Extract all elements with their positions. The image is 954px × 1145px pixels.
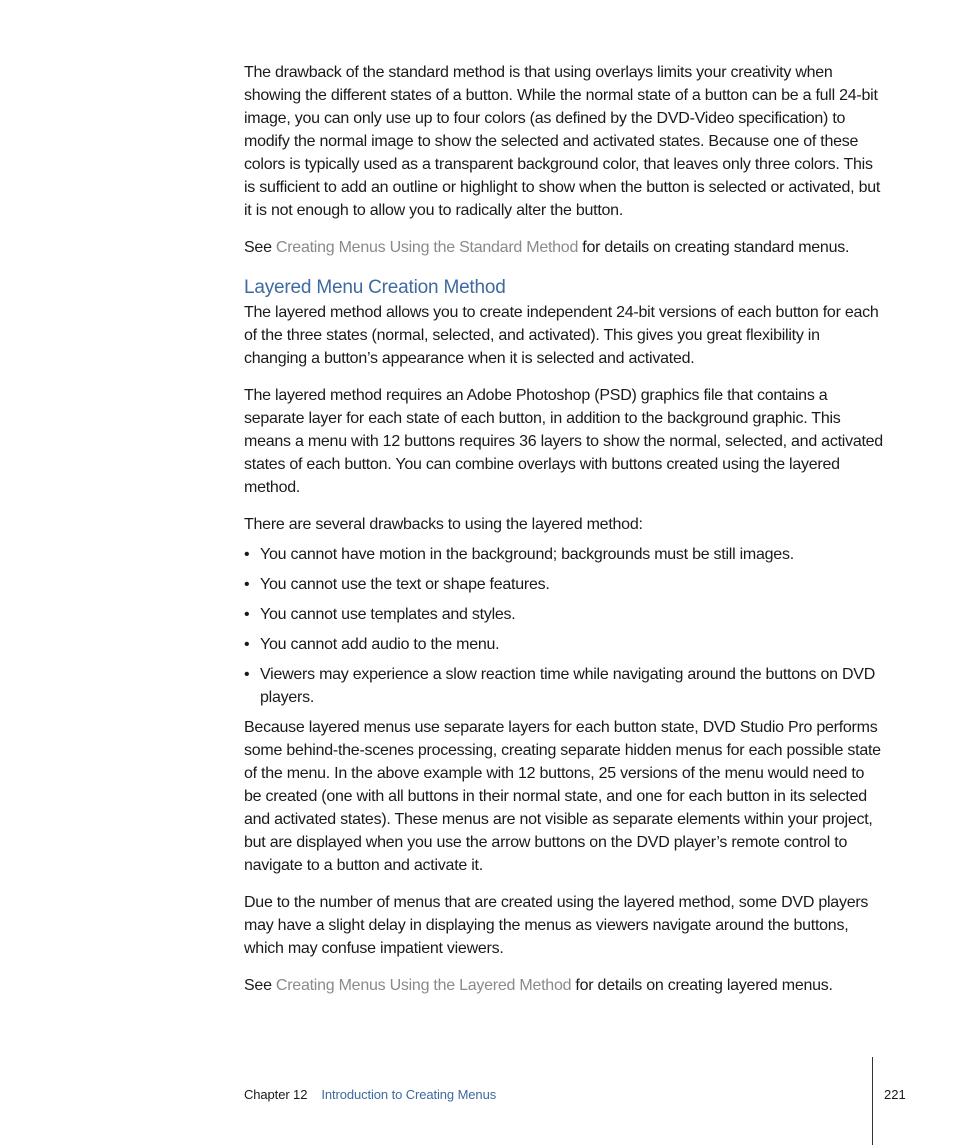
paragraph-layered-intro: The layered method allows you to create independent 24-bit versions of each button for each of the three states (normal, selected, and activated). This gives you great flexibility in changing a button’s appearance when it is selected and activated. bbox=[244, 304, 879, 367]
list-item-text: Viewers may experience a slow reaction time while navigating around the buttons on DVD players. bbox=[260, 666, 875, 706]
list-item bbox=[244, 573, 884, 596]
paragraph-layered-psd: The layered method requires an Adobe Photoshop (PSD) graphics file that contains a separate layer for each state of each button, in addition to the background graphic. This means a menu with 12 buttons requires 36 layers to show the normal, selected, and activated states of each button. You can combine overlays with buttons created using the layered method. bbox=[244, 387, 883, 496]
see-prefix: See bbox=[244, 239, 276, 256]
bullet-icon: • bbox=[244, 606, 250, 623]
bullet-icon: • bbox=[244, 546, 250, 563]
page-footer bbox=[244, 1086, 496, 1104]
see-standard-sentence bbox=[244, 236, 884, 259]
paragraph-hidden-menus: Because layered menus use separate layers for each button state, DVD Studio Pro performs some behind-the-scenes processing, creating separate hidden menus for each possible state of the menu. In the above example with 12 buttons, 25 versions of the menu would need to be created (one with all buttons in their normal state, and one for each button in its selected and activated states). These menus are not visible as separate elements within your project, but are displayed when you use the arrow buttons on the DVD player’s remote control to navigate to a button and activate it. bbox=[244, 719, 881, 874]
layered-method-link[interactable]: Creating Menus Using the Layered Method bbox=[275, 977, 572, 994]
see-suffix: for details on creating layered menus. bbox=[571, 977, 833, 994]
list-item-text: You cannot use templates and styles. bbox=[260, 606, 516, 623]
see-prefix: See bbox=[244, 977, 276, 994]
list-item bbox=[244, 603, 884, 626]
see-suffix: for details on creating standard menus. bbox=[578, 239, 850, 256]
chapter-label: Chapter 12 bbox=[244, 1087, 308, 1102]
section-heading: Layered Menu Creation Method bbox=[244, 277, 506, 298]
list-item bbox=[244, 633, 884, 656]
paragraph-standard-drawback: The drawback of the standard method is that using overlays limits your creativity when showing the different states of a button. While the normal state of a button can be a full 24-bit image, you can only use up to four colors (as defined by the DVD-Video specification) to modify the normal image to show the selected and activated states. Because one of these colors is typically used as a transparent background color, that leaves only three colors. This is sufficient to add an outline or highlight to show when the button is selected or activated, but it is not enough to allow you to radically alter the button. bbox=[244, 64, 881, 219]
list-item bbox=[244, 543, 884, 566]
list-item-text: You cannot add audio to the menu. bbox=[260, 636, 500, 653]
page-number: 221 bbox=[884, 1087, 906, 1102]
paragraph-drawbacks-intro: There are several drawbacks to using the layered method: bbox=[244, 516, 643, 533]
footer-divider bbox=[872, 1057, 873, 1145]
bullet-icon: • bbox=[244, 576, 250, 593]
list-item-text: You cannot have motion in the background; backgrounds must be still images. bbox=[260, 546, 794, 563]
bullet-icon: • bbox=[244, 636, 250, 653]
standard-method-link[interactable]: Creating Menus Using the Standard Method bbox=[275, 239, 579, 256]
list-item-text: You cannot use the text or shape features. bbox=[260, 576, 550, 593]
see-layered-sentence bbox=[244, 974, 884, 997]
bullet-icon: • bbox=[244, 666, 250, 683]
chapter-title-link[interactable]: Introduction to Creating Menus bbox=[321, 1087, 497, 1102]
paragraph-delay: Due to the number of menus that are created using the layered method, some DVD players may have a slight delay in displaying the menus as viewers navigate around the buttons, which may confuse impatient viewers. bbox=[244, 894, 869, 957]
drawbacks-list bbox=[244, 543, 884, 709]
page-content bbox=[244, 61, 884, 997]
list-item bbox=[244, 663, 884, 709]
